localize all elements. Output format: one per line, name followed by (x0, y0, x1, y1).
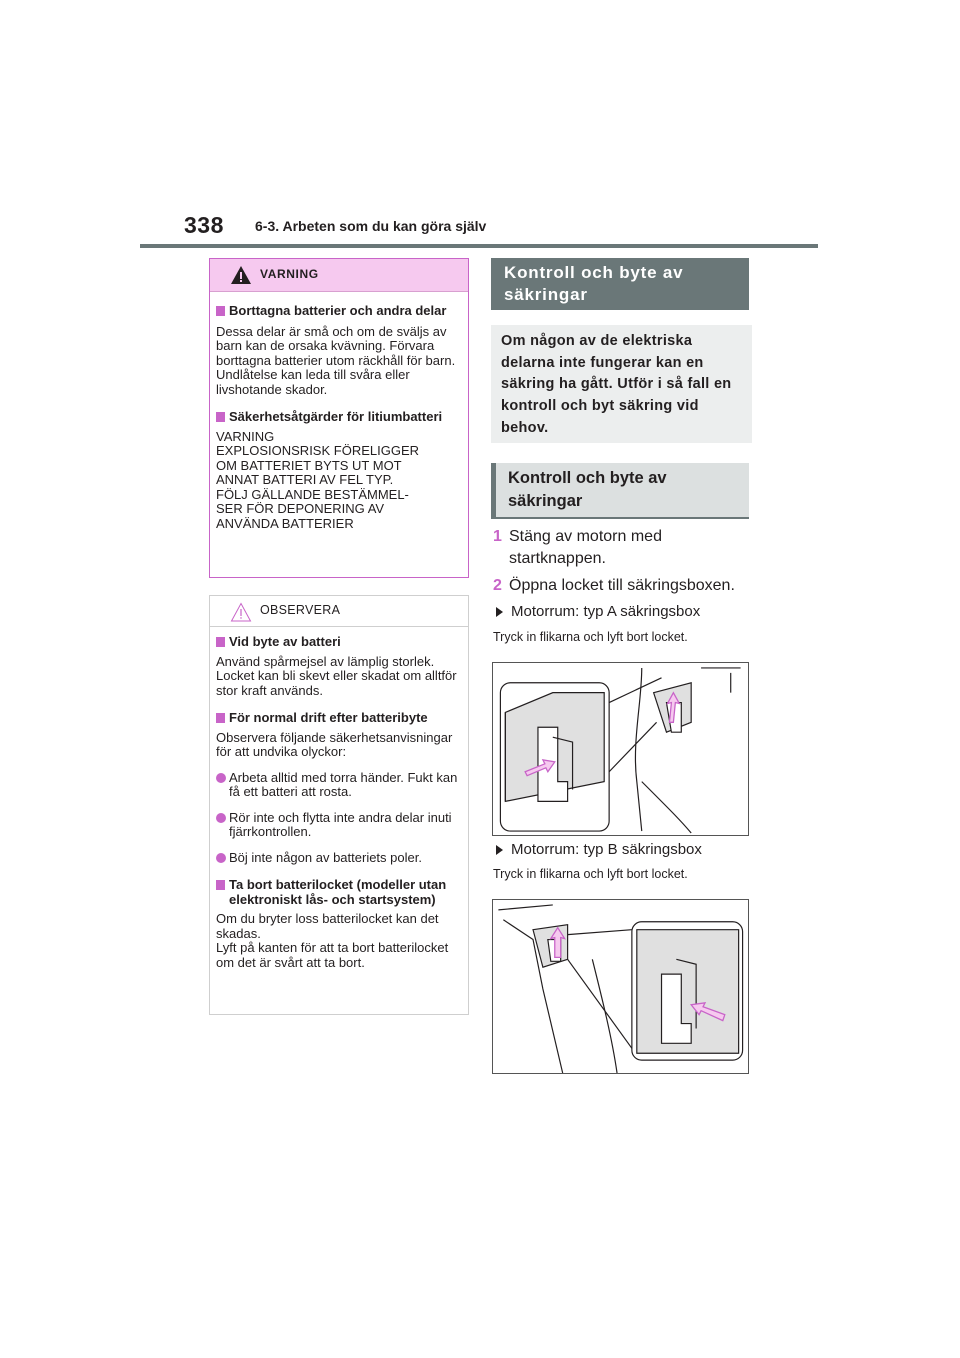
page-number: 338 (184, 212, 224, 238)
notice-heading-1: Vid byte av batteri (216, 635, 461, 650)
type-a-caption: Tryck in flikarna och lyft bort locket. (493, 630, 688, 644)
header-rule (140, 244, 818, 248)
fuse-box-a-drawing (493, 663, 748, 835)
notice-text-1: Använd spårmejsel av lämplig storlek. Locket kan bli skevt eller skadat om alltför stor kraft används. (216, 653, 457, 698)
type-a-label-text: Motorrum: typ A säkringsbox (511, 603, 701, 620)
type-b-caption: Tryck in flikarna och lyft bort locket. (493, 867, 688, 881)
intro-box: Om någon av de elektriska delarna inte fungerar kan en säkring ha gått. Utför i så fall en kontroll och byt säkring vid behov. (491, 325, 752, 443)
notice-bullet: Arbeta alltid med torra händer. Fukt kan få ett batteri att rosta. (216, 771, 461, 800)
sub-heading: Kontroll och byte av säkringar (491, 463, 749, 517)
warning-line: SER FÖR DEPONERING AV (216, 501, 385, 516)
step-2 (493, 575, 751, 597)
notice-heading-3: Ta bort batterilocket (modeller utan elektroniskt lås- och startsystem) (216, 878, 461, 907)
warning-label: VARNING (260, 267, 319, 281)
warning-heading-1: Borttagna batterier och andra delar (216, 304, 461, 319)
fuse-box-b-illustration (492, 899, 749, 1074)
notice-header (210, 596, 468, 627)
caution-triangle-icon (230, 602, 252, 622)
warning-triangle-icon (230, 265, 252, 285)
step-number: 2 (493, 577, 502, 594)
fuse-box-b-drawing (493, 900, 748, 1073)
warning-line: EXPLOSIONSRISK FÖRELIGGER (216, 443, 419, 458)
step-number: 1 (493, 528, 502, 545)
notice-line: Lyft på kanten för att ta bort batterilocket om det är svårt att ta bort. (216, 940, 449, 970)
type-b-label (496, 841, 702, 858)
notice-heading-2: För normal drift efter batteribyte (216, 711, 461, 726)
type-b-label-text: Motorrum: typ B säkringsbox (511, 841, 702, 858)
notice-bullet: Böj inte någon av batteriets poler. (216, 851, 461, 866)
notice-text-3 (216, 912, 461, 970)
step-text: Öppna locket till säkringsboxen. (509, 577, 735, 594)
warning-line: ANVÄNDA BATTERIER (216, 515, 354, 531)
warning-box (209, 258, 469, 578)
notice-box (209, 595, 469, 1015)
warning-line: VARNING (216, 428, 275, 444)
warning-line: ANNAT BATTERI AV FEL TYP. (216, 472, 394, 487)
section-title: 6-3. Arbeten som du kan göra själv (255, 218, 487, 234)
fuse-box-a-illustration (492, 662, 749, 836)
warning-text-2 (216, 430, 461, 532)
notice-label: OBSERVERA (260, 603, 341, 617)
step-1 (493, 526, 751, 570)
notice-text-2: Observera följande säkerhetsanvisningar för att undvika olyckor: (216, 729, 453, 759)
warning-line: FÖLJ GÄLLANDE BESTÄMMEL- (216, 486, 409, 502)
notice-line: Om du bryter loss batterilocket kan det skadas. (216, 911, 439, 941)
warning-text-1: Dessa delar är små och om de sväljs av barn kan de orsaka kvävning. Förvara borttagna batterier utom räckhåll för barn. Undlåtelse kan leda till svåra eller livshotande skador. (216, 323, 456, 397)
warning-heading-2: Säkerhetsåtgärder för litiumbatteri (216, 410, 461, 425)
main-heading: Kontroll och byte av säkringar (491, 258, 749, 310)
notice-bullet: Rör inte och flytta inte andra delar inuti fjärrkontrollen. (216, 811, 461, 840)
step-text: Stäng av motorn med startknappen. (509, 528, 662, 567)
warning-header (210, 259, 468, 292)
sub-heading-rule (491, 517, 749, 519)
warning-line: OM BATTERIET BYTS UT MOT (216, 457, 402, 473)
type-a-label (496, 603, 700, 620)
